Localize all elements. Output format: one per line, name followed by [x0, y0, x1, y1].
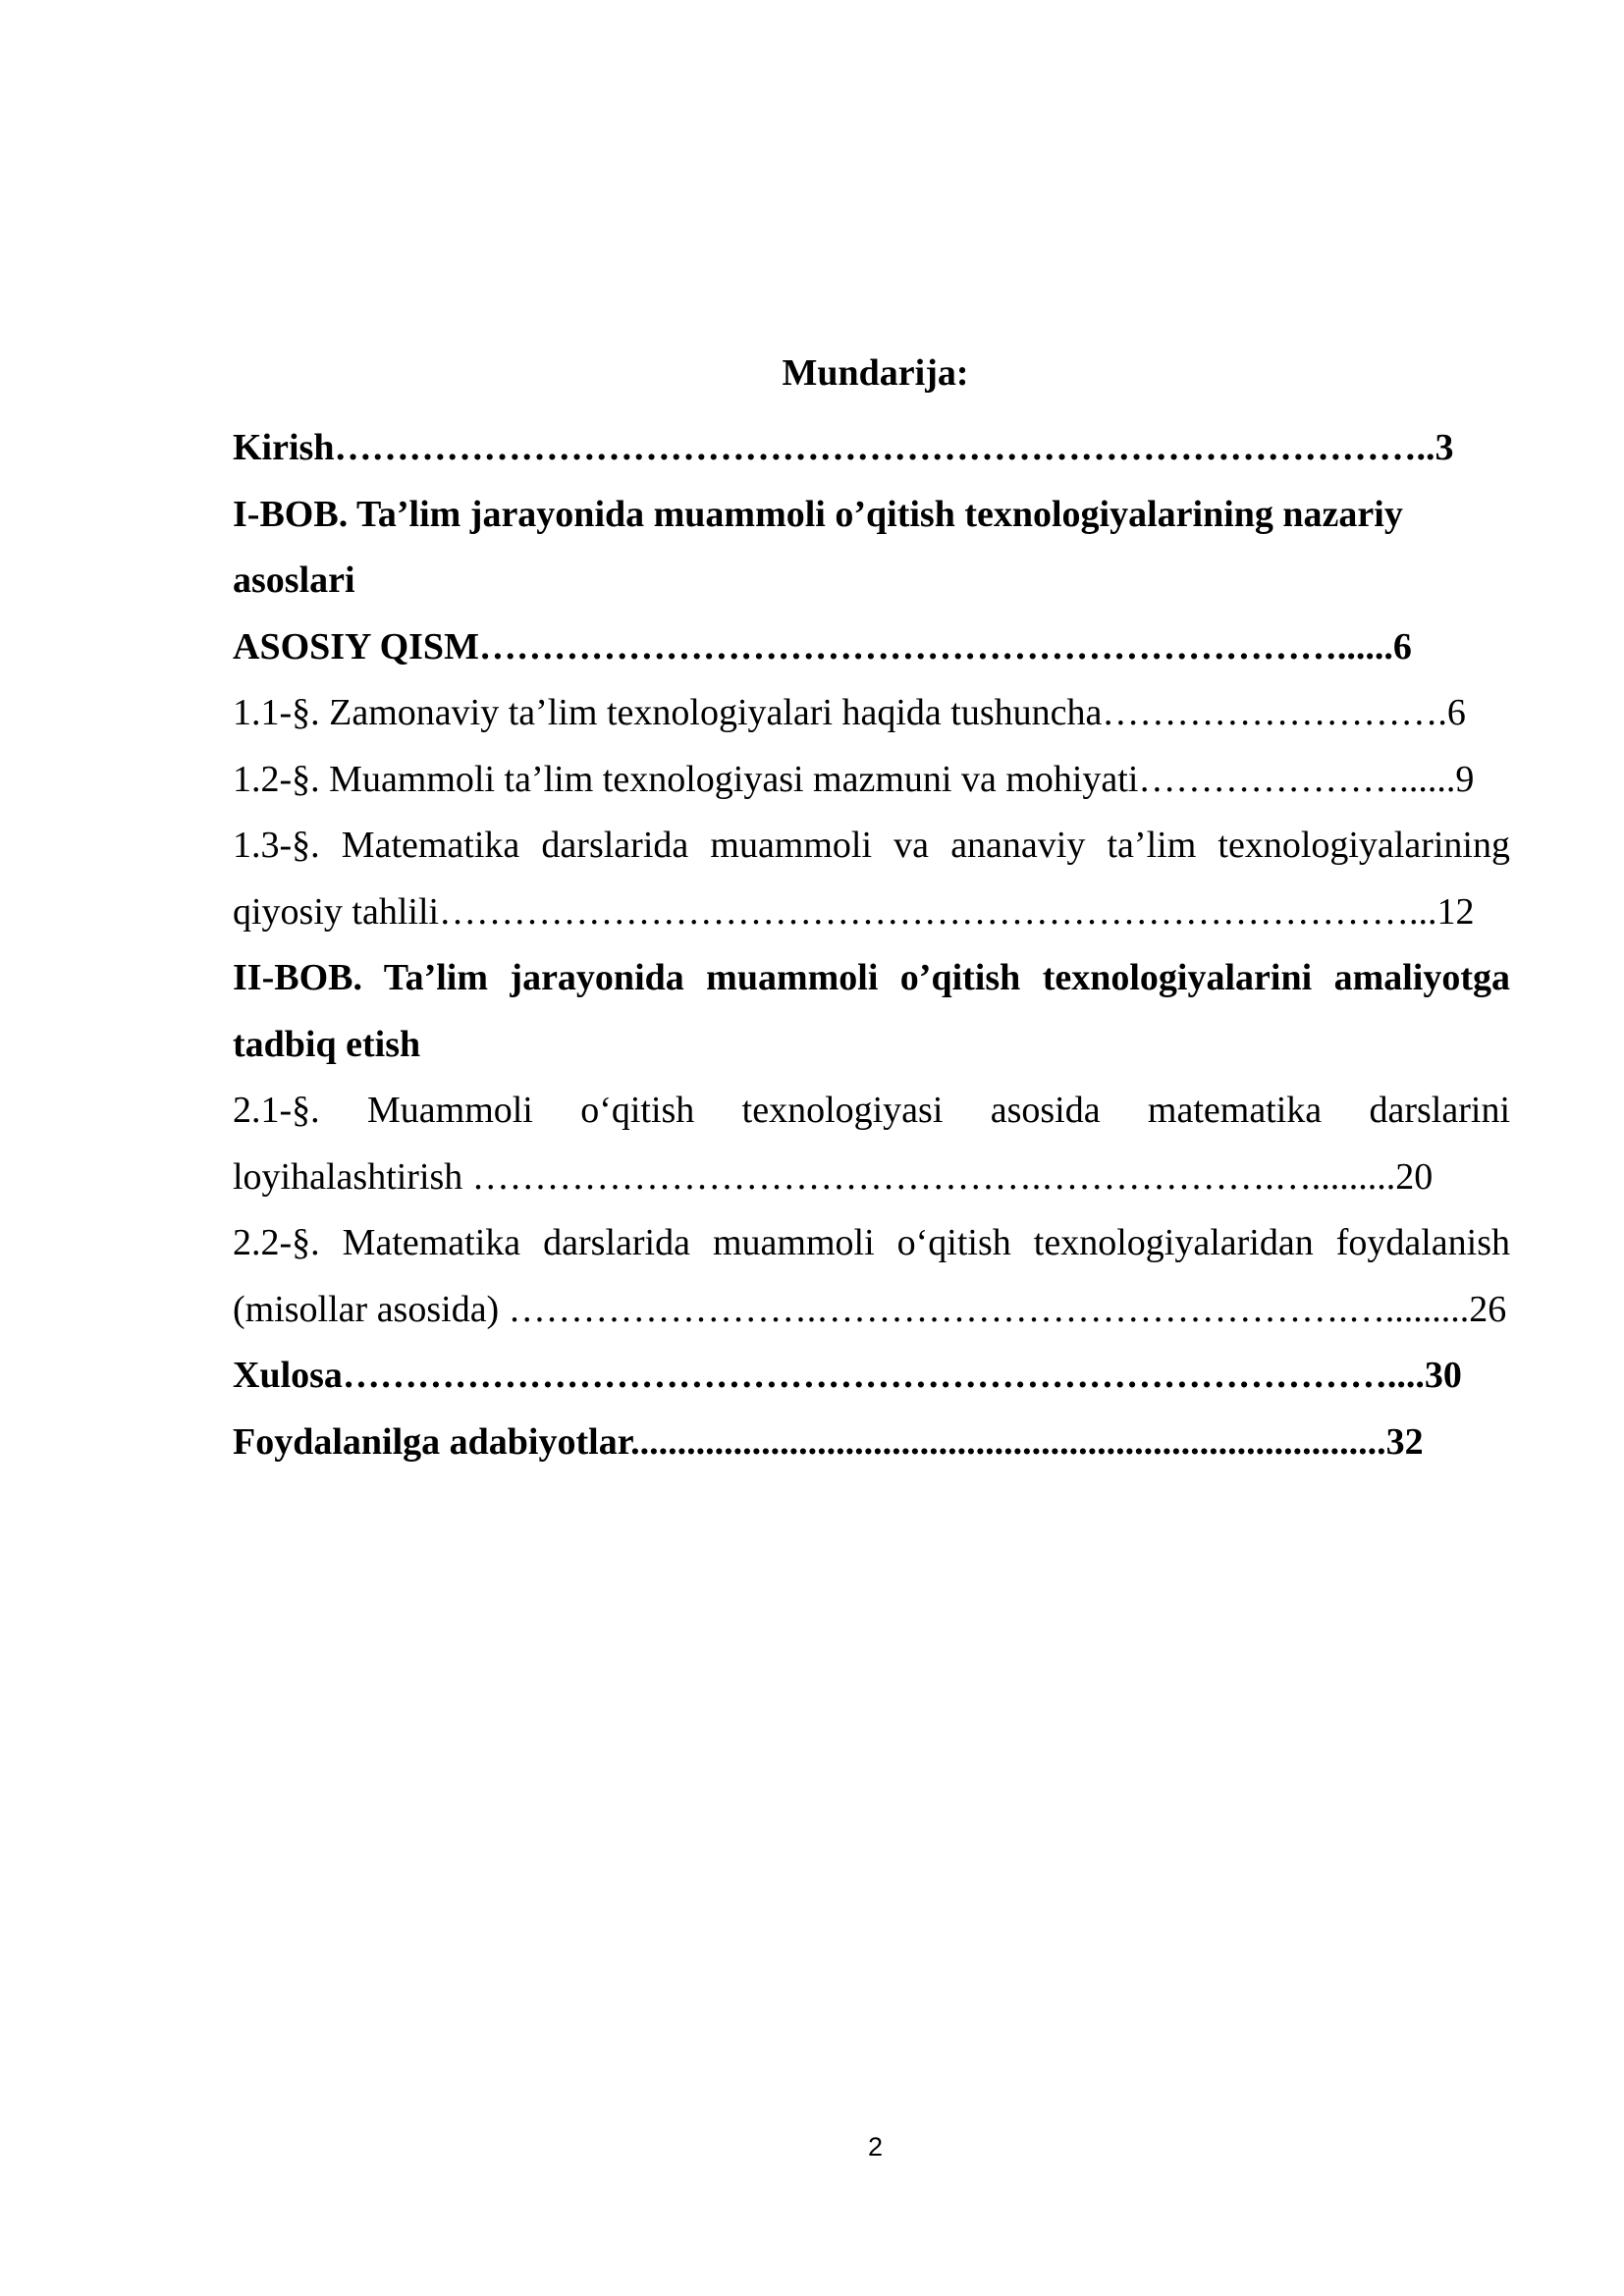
toc-entry-xulosa: Xulosa…………………………………………………………………………....30: [233, 1355, 1462, 1396]
page-number: 2: [867, 2132, 884, 2162]
toc-entry-chapter-2: II-BOB. Ta’lim jarayonida muammoli o’qitish texnologiyalarini amaliyotga: [233, 957, 1510, 998]
toc-entry-references: Foydalanilga adabiyotlar.................................................................................32: [233, 1420, 1424, 1463]
toc-entry-chapter-1: I-BOB. Ta’lim jarayonida muammoli o’qitish texnologiyalarining nazariy: [233, 493, 1403, 535]
toc-entry-1-3-cont: qiyosiy tahlili……………………………………………………………………...12: [233, 890, 1475, 933]
toc-entry-chapter-2-cont: tadbiq etish: [233, 1023, 421, 1065]
page-title: Mundarija:: [782, 352, 969, 394]
toc-entry-1-1: 1.1-§. Zamonaviy ta’lim texnologiyalari haqida tushuncha……………………….6: [233, 692, 1466, 733]
table-of-contents: [233, 415, 1510, 1475]
toc-entry-1-2: 1.2-§. Muammoli ta’lim texnologiyasi mazmuni va mohiyati…………………......9: [233, 758, 1475, 800]
toc-entry-2-2: 2.2-§. Matematika darslarida muammoli o‘qitish texnologiyalaridan foydalanish: [233, 1222, 1510, 1263]
toc-entry-1-3: 1.3-§. Matematika darslarida muammoli va ananaviy ta’lim texnologiyalarining: [233, 825, 1510, 866]
toc-entry-chapter-1-cont: asoslari: [233, 560, 355, 601]
toc-entry-asosiy-qism: ASOSIY QISM……………………………………………………………......6: [233, 625, 1412, 667]
toc-entry-2-1-cont: loyihalashtirish ……………………………………….……………….….........20: [233, 1155, 1434, 1198]
toc-entry-2-2-cont: (misollar asosida) …………………….…………………………………….….........26: [233, 1288, 1507, 1330]
toc-entry-kirish: Kirish……………………………………………………………………………..3: [233, 427, 1454, 468]
toc-entry-2-1: 2.1-§. Muammoli o‘qitish texnologiyasi asosida matematika darslarini: [233, 1090, 1510, 1131]
